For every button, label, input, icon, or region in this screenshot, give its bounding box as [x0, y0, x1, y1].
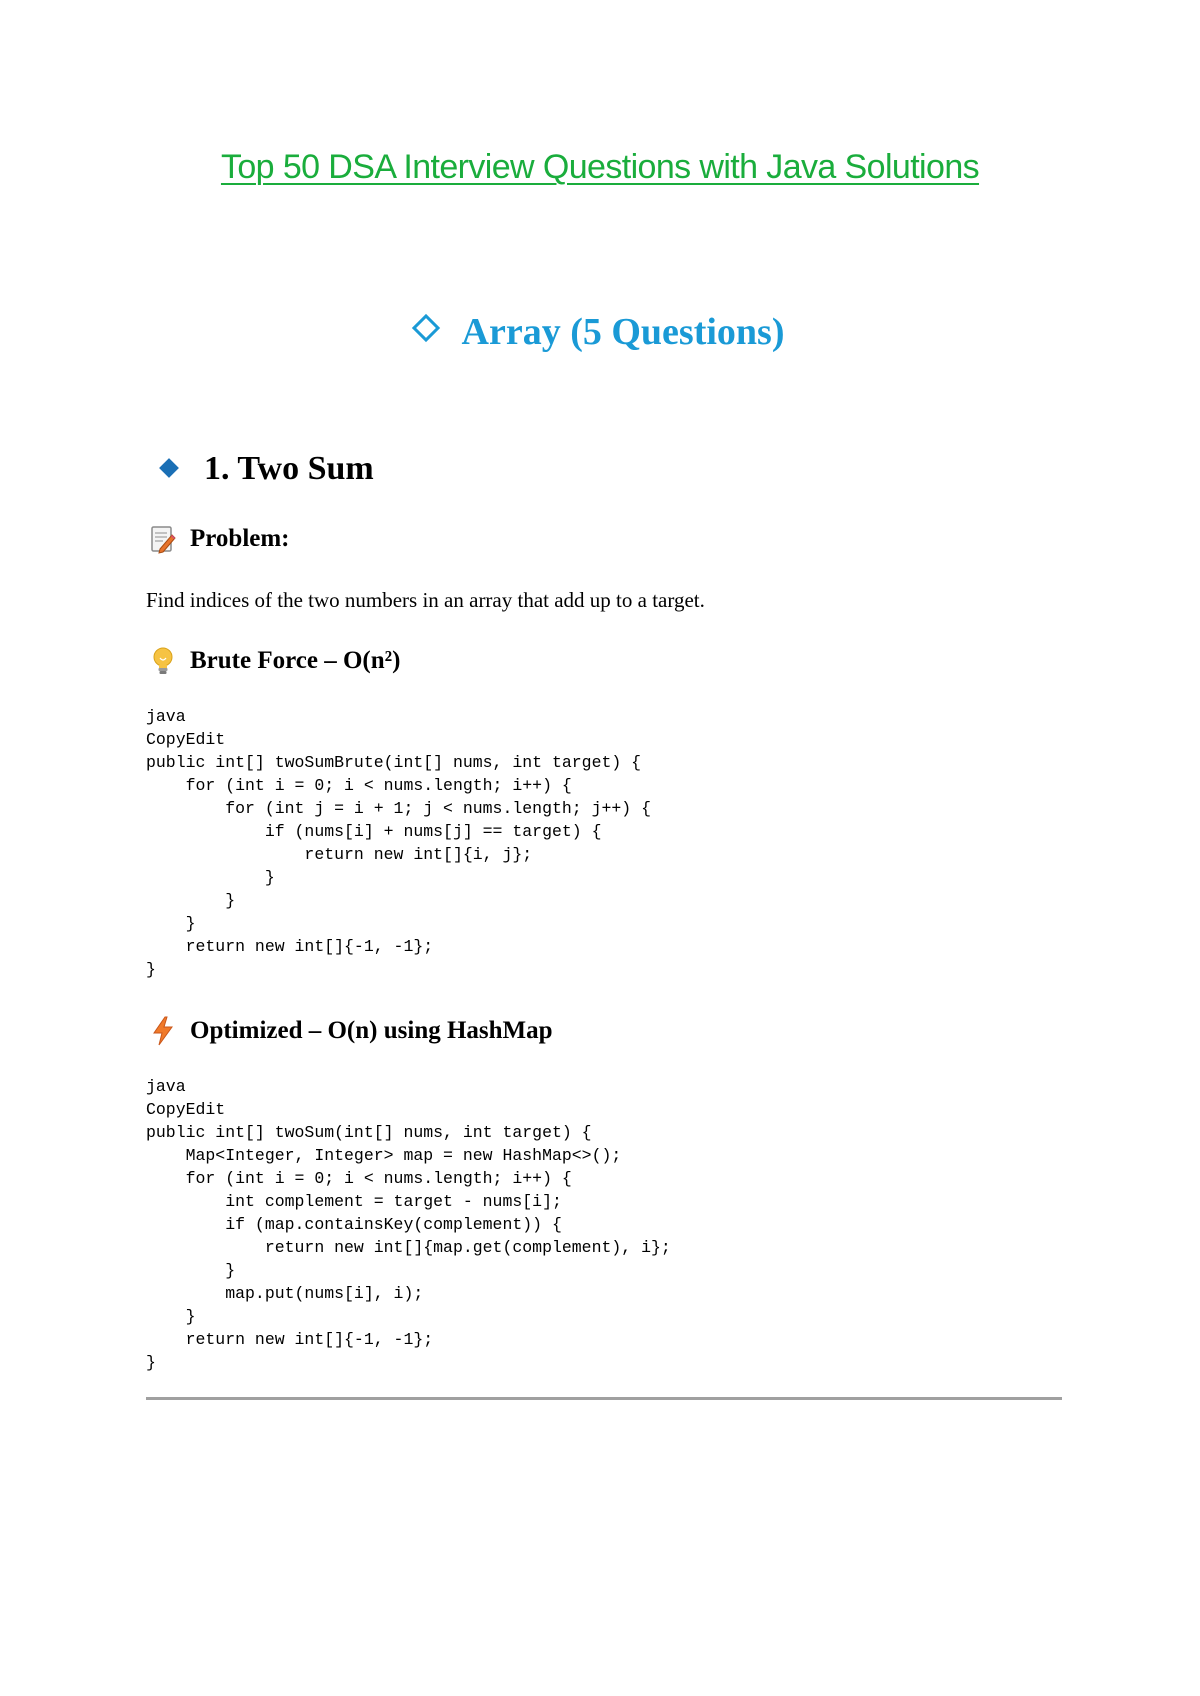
code-line: }: [146, 891, 236, 910]
diamond-outline-icon: [411, 314, 439, 342]
code-line: if (map.containsKey(complement)) {: [146, 1215, 562, 1234]
code-line: int complement = target - nums[i];: [146, 1192, 562, 1211]
problem-heading: [150, 524, 290, 554]
light-bulb-icon: [150, 646, 176, 676]
memo-pencil-icon: [150, 524, 176, 554]
code-line: return new int[]{-1, -1};: [146, 1330, 434, 1349]
brute-force-label: Brute Force – O(n²): [190, 647, 401, 674]
code-line: Map<Integer, Integer> map = new HashMap<>();: [146, 1146, 622, 1165]
code-line: public int[] twoSum(int[] nums, int target) {: [146, 1123, 592, 1142]
code-line: }: [146, 1307, 196, 1326]
code-line: return new int[]{-1, -1};: [146, 937, 434, 956]
section-heading-text: Array (5 Questions): [461, 311, 785, 353]
code-line: for (int j = i + 1; j < nums.length; j++) {: [146, 799, 651, 818]
code-line: }: [146, 1261, 236, 1280]
problem-text: Find indices of the two numbers in an array that add up to a target.: [146, 588, 705, 612]
question-heading-text: 1. Two Sum: [204, 450, 374, 487]
code-line: return new int[]{i, j};: [146, 845, 533, 864]
code-line: for (int i = 0; i < nums.length; i++) {: [146, 776, 572, 795]
diamond-solid-icon: [159, 458, 179, 478]
code-line: java: [146, 707, 186, 726]
code-line: }: [146, 1353, 156, 1372]
optimized-code: [146, 1075, 671, 1374]
section-heading: [0, 310, 1200, 354]
document-title: Top 50 DSA Interview Questions with Java Solutions: [220, 148, 980, 186]
code-line: for (int i = 0; i < nums.length; i++) {: [146, 1169, 572, 1188]
code-line: }: [146, 960, 156, 979]
code-line: if (nums[i] + nums[j] == target) {: [146, 822, 602, 841]
code-line: java: [146, 1077, 186, 1096]
code-line: return new int[]{map.get(complement), i};: [146, 1238, 671, 1257]
code-line: map.put(nums[i], i);: [146, 1284, 424, 1303]
brute-force-code: [146, 705, 651, 981]
lightning-bolt-icon: [150, 1016, 176, 1046]
question-heading: [162, 450, 374, 488]
problem-label: Problem:: [190, 525, 290, 552]
code-line: public int[] twoSumBrute(int[] nums, int target) {: [146, 753, 642, 772]
code-line: CopyEdit: [146, 1100, 226, 1119]
brute-force-heading: [150, 646, 400, 676]
code-line: }: [146, 868, 275, 887]
code-line: }: [146, 914, 196, 933]
code-line: CopyEdit: [146, 730, 226, 749]
optimized-heading: [150, 1016, 553, 1046]
horizontal-divider: [146, 1397, 1062, 1400]
optimized-label: Optimized – O(n) using HashMap: [190, 1017, 553, 1044]
